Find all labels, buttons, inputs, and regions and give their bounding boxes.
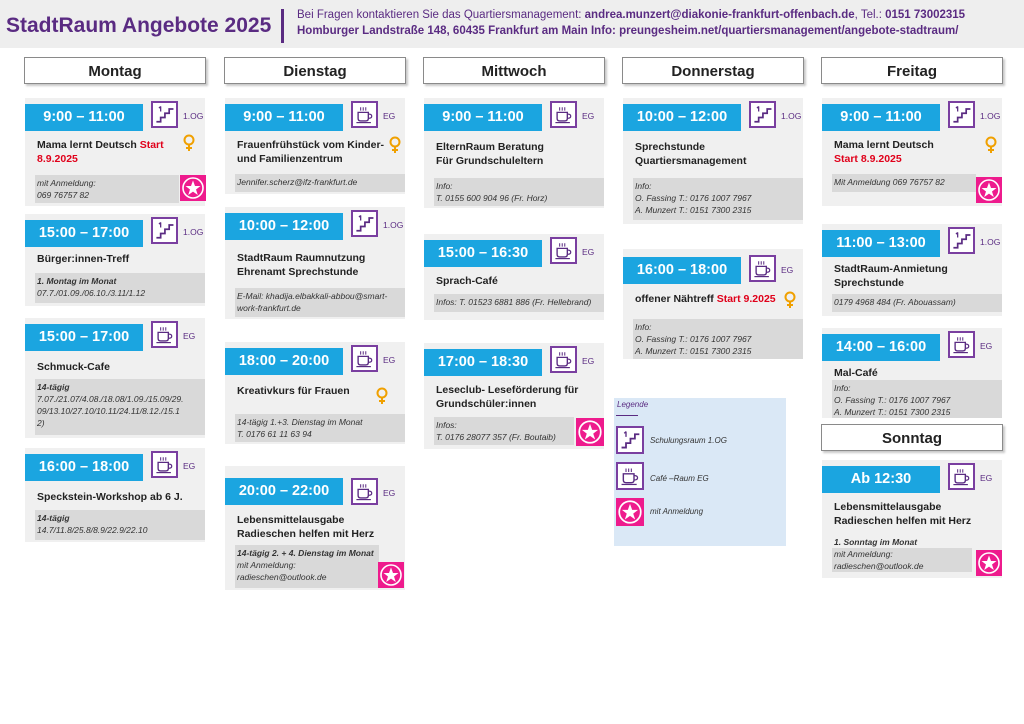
title-line: Mal-Café — [834, 367, 878, 379]
star-icon — [576, 418, 604, 446]
room-level: EG — [183, 331, 196, 341]
event-title-text: offener Nähtreff — [635, 293, 717, 305]
note-line: A. Munzert T.: 0151 7300 2315 — [834, 407, 951, 417]
page-title: StadtRaum Angebote 2025 — [6, 14, 272, 37]
event-time: 20:00 – 22:00 — [225, 478, 343, 505]
title-line: Quartiersmanagement — [635, 155, 747, 167]
room-level: 1.OG — [183, 111, 204, 121]
event-start-date: 8.9.2025 — [37, 153, 78, 165]
event-title: Schmuck-Cafe — [37, 361, 110, 373]
contact-tel: 0151 73002315 — [885, 9, 966, 21]
star-icon — [180, 175, 206, 201]
stairs-icon — [948, 227, 975, 254]
event-title — [635, 292, 795, 306]
event-note — [832, 380, 1002, 418]
room-level: EG — [383, 488, 396, 498]
note-line: Info: — [635, 322, 652, 332]
note-line: radieschen@outlook.de — [832, 560, 972, 572]
note-line: 1. Montag im Monat — [37, 276, 117, 286]
event-time: 15:00 – 17:00 — [25, 220, 143, 247]
star-icon — [616, 498, 644, 526]
note-line: Infos: — [436, 420, 457, 430]
stairs-icon — [616, 426, 644, 454]
event-time: 10:00 – 12:00 — [623, 104, 741, 131]
event-note — [832, 294, 1002, 312]
note-line: T. 0155 600 904 96 (Fr. Horz) — [436, 193, 548, 203]
note-line: Info: — [436, 181, 453, 191]
event-card-mittwoch-1[interactable] — [424, 98, 604, 208]
note-line: 14-tägig 2. + 4. Dienstag im Monat — [237, 548, 374, 558]
event-time: 16:00 – 18:00 — [25, 454, 143, 481]
event-card-sonntag-1[interactable] — [822, 460, 1002, 578]
note-line: 14-tägig — [37, 513, 70, 523]
event-card-dienstag-1[interactable] — [225, 98, 405, 194]
event-title — [237, 384, 397, 398]
title-line: StadtRaum-Anmietung — [834, 263, 948, 275]
stairs-icon — [151, 101, 178, 128]
note-line: mit Anmeldung: — [237, 560, 296, 570]
stairs-icon — [351, 210, 378, 237]
event-card-freitag-2[interactable] — [822, 224, 1002, 316]
contact-email[interactable]: andrea.munzert@diakonie-frankfurt-offenbach.de — [584, 9, 855, 21]
day-header-donnerstag: Donnerstag — [622, 57, 804, 84]
female-symbol-icon — [783, 291, 797, 309]
legend-title: Legende — [617, 400, 649, 409]
event-note — [633, 178, 803, 220]
event-time: 16:00 – 18:00 — [623, 257, 741, 284]
female-symbol-icon — [375, 387, 389, 405]
title-line: Radieschen helfen mit Herz — [834, 515, 972, 527]
event-card-donnerstag-1[interactable] — [623, 98, 803, 224]
coffee-cup-icon — [749, 255, 776, 282]
note-line: O. Fassing T.: 0176 1007 7967 — [635, 334, 752, 344]
room-level: EG — [582, 111, 595, 121]
event-card-montag-1[interactable] — [25, 98, 205, 206]
room-level: 1.OG — [980, 237, 1001, 247]
day-header-sonntag: Sonntag — [821, 424, 1003, 451]
star-icon — [378, 562, 404, 588]
note-line: T. 0176 28077 357 (Fr. Boutaib) — [436, 432, 556, 442]
event-title — [834, 366, 994, 380]
event-time: Ab 12:30 — [822, 466, 940, 493]
note-line: 0179 4968 484 (Fr. Abouassam) — [834, 297, 956, 307]
event-note — [235, 288, 405, 317]
note-line: T. 0176 61 11 63 94 — [237, 429, 312, 439]
event-title — [834, 262, 994, 290]
star-icon — [976, 177, 1002, 203]
event-title: Bürger:innen-Treff — [37, 253, 130, 265]
contact-prefix: Bei Fragen kontaktieren Sie das Quartiersmanagement: — [297, 9, 585, 21]
note-line: 1. Sonntag im Monat — [834, 537, 918, 547]
event-title — [237, 138, 397, 166]
title-line: Für Grundschuleltern — [436, 155, 544, 167]
coffee-cup-icon — [550, 237, 577, 264]
room-level: EG — [582, 356, 595, 366]
coffee-cup-icon — [351, 101, 378, 128]
event-note — [434, 417, 574, 445]
room-level: 1.OG — [980, 111, 1001, 121]
event-title — [237, 251, 397, 279]
day-header-mittwoch: Mittwoch — [423, 57, 605, 84]
note-line: mit Anmeldung: — [832, 548, 972, 560]
legend-label-schulungsraum: Schulungsraum 1.OG — [650, 436, 727, 445]
stairs-icon — [948, 101, 975, 128]
event-start-label: Start — [139, 139, 164, 151]
coffee-cup-icon — [550, 101, 577, 128]
legend — [614, 398, 786, 546]
title-line: Frauenfrühstück vom Kinder- — [237, 139, 385, 151]
room-level: EG — [980, 473, 993, 483]
star-icon — [976, 550, 1002, 576]
note-line: E-Mail: khadija.elbakkali-abbou@smart- — [237, 291, 388, 301]
title-divider — [281, 9, 284, 43]
title-line: Lebensmittelausgabe — [237, 514, 345, 526]
event-card-freitag-1[interactable] — [822, 98, 1002, 206]
event-title — [834, 500, 994, 528]
event-title — [436, 140, 596, 168]
note-line: A. Munzert T.: 0151 7300 2315 — [635, 205, 752, 215]
event-card-dienstag-4[interactable] — [225, 466, 405, 590]
event-title-text: Mama lernt Deutsch — [37, 139, 140, 151]
day-header-montag: Montag — [24, 57, 206, 84]
note-line: mit Anmeldung: — [37, 178, 96, 188]
title-line: StadtRaum Raumnutzung — [237, 252, 366, 264]
coffee-cup-icon — [351, 478, 378, 505]
event-note — [633, 319, 803, 359]
coffee-cup-icon — [351, 345, 378, 372]
event-time: 10:00 – 12:00 — [225, 213, 343, 240]
title-line: Grundschüler:innen — [436, 398, 537, 410]
note-line: 09/13.10/27.10/10.11/24.11/8.12./15.1 — [37, 406, 180, 416]
room-level: 1.OG — [383, 220, 404, 230]
title-line: Sprach-Café — [436, 275, 498, 287]
note-line: O. Fassing T.: 0176 1007 7967 — [635, 193, 752, 203]
event-card-mittwoch-3[interactable] — [424, 343, 604, 449]
event-note — [434, 178, 604, 206]
event-note — [35, 175, 179, 203]
event-title — [37, 138, 197, 166]
room-level: 1.OG — [183, 227, 204, 237]
event-note — [832, 534, 974, 576]
event-time: 15:00 – 16:30 — [424, 240, 542, 267]
stairs-icon — [749, 101, 776, 128]
title-line: Ehrenamt Sprechstunde — [237, 266, 359, 278]
event-card-donnerstag-2[interactable] — [623, 249, 803, 359]
event-title — [237, 513, 397, 541]
contact-line-1 — [297, 7, 965, 23]
note-line: 069 76757 82 — [37, 190, 89, 200]
female-symbol-icon — [984, 136, 998, 154]
event-title — [834, 138, 994, 166]
note-line: 7.07./21.07/4.08./18.08/1.09./15.09/29. — [37, 394, 184, 404]
female-symbol-icon — [182, 134, 196, 152]
event-time: 18:00 – 20:00 — [225, 348, 343, 375]
legend-label-anmeldung: mit Anmeldung — [650, 507, 704, 516]
event-card-dienstag-3[interactable] — [225, 342, 405, 444]
note-line: work-frankfurt.de — [237, 303, 301, 313]
event-time: 9:00 – 11:00 — [424, 104, 542, 131]
coffee-cup-icon — [616, 462, 644, 490]
contact-line-2 — [297, 23, 965, 39]
note-line: 14-tägig — [37, 382, 70, 392]
room-level: EG — [582, 247, 595, 257]
event-time: 9:00 – 11:00 — [25, 104, 143, 131]
event-start-label: Start 9.2025 — [716, 293, 776, 305]
event-start-label: Start 8.9.2025 — [834, 153, 902, 165]
day-header-freitag: Freitag — [821, 57, 1003, 84]
room-level: EG — [383, 111, 396, 121]
note-line: 2) — [37, 418, 45, 428]
note-line: 07.7./01.09./06.10./3.11/1.12 — [37, 288, 146, 298]
event-note — [235, 545, 379, 588]
coffee-cup-icon — [948, 463, 975, 490]
coffee-cup-icon — [550, 346, 577, 373]
event-time: 9:00 – 11:00 — [225, 104, 343, 131]
title-line: Mama lernt Deutsch — [834, 139, 934, 151]
note-line: 14.7/11.8/25.8/8.9/22.9/22.10 — [37, 525, 148, 535]
event-note — [35, 510, 205, 540]
coffee-cup-icon — [948, 331, 975, 358]
event-card-freitag-3[interactable] — [822, 328, 1002, 418]
event-note — [35, 379, 205, 435]
room-level: 1.OG — [781, 111, 802, 121]
event-time: 17:00 – 18:30 — [424, 349, 542, 376]
event-time: 14:00 – 16:00 — [822, 334, 940, 361]
room-level: EG — [781, 265, 794, 275]
event-title: Speckstein-Workshop ab 6 J. — [37, 491, 183, 503]
event-card-montag-4[interactable] — [25, 448, 205, 542]
title-line: Sprechstunde — [635, 141, 706, 153]
coffee-cup-icon — [151, 321, 178, 348]
note-line: Mit Anmeldung 069 76757 82 — [834, 177, 945, 187]
contact-info — [297, 7, 965, 39]
event-note — [434, 294, 604, 312]
event-note — [35, 273, 205, 303]
title-line: Leseclub- Leseförderung für — [436, 384, 579, 396]
title-line: Sprechstunde — [834, 277, 905, 289]
event-card-mittwoch-2[interactable] — [424, 234, 604, 320]
event-time: 15:00 – 17:00 — [25, 324, 143, 351]
event-card-montag-2[interactable] — [25, 214, 205, 306]
title-line: Kreativkurs für Frauen — [237, 385, 350, 397]
event-note — [235, 414, 405, 442]
event-time: 9:00 – 11:00 — [822, 104, 940, 131]
room-level: EG — [383, 355, 396, 365]
legend-divider — [616, 415, 638, 416]
note-line: Infos: T. 01523 6881 886 (Fr. Hellebrand) — [436, 297, 592, 307]
title-line: Radieschen helfen mit Herz — [237, 528, 375, 540]
contact-address: Homburger Landstraße 148, 60435 Frankfurt am Main Info: preungesheim.net/quartiersmanagement/angebote-stadtraum/ — [297, 25, 959, 37]
event-title — [436, 383, 596, 411]
event-note — [235, 174, 405, 192]
contact-tel-label: , Tel.: — [854, 9, 886, 21]
title-line: ElternRaum Beratung — [436, 141, 544, 153]
stairs-icon — [151, 217, 178, 244]
note-line: Jennifer.scherz@ifz-frankfurt.de — [237, 177, 358, 187]
room-level: EG — [183, 461, 196, 471]
title-line: Lebensmittelausgabe — [834, 501, 942, 513]
note-line: O. Fassing T.: 0176 1007 7967 — [834, 395, 951, 405]
legend-label-cafe: Café –Raum EG — [650, 474, 709, 483]
female-symbol-icon — [388, 136, 402, 154]
title-line: und Familienzentrum — [237, 153, 343, 165]
note-line: radieschen@outlook.de — [237, 572, 327, 582]
day-header-dienstag: Dienstag — [224, 57, 406, 84]
note-line: 14-tägig 1.+3. Dienstag im Monat — [237, 417, 363, 427]
event-title — [635, 140, 795, 168]
event-card-montag-3[interactable] — [25, 318, 205, 438]
event-note — [832, 174, 976, 192]
note-line: A. Munzert T.: 0151 7300 2315 — [635, 346, 752, 356]
note-line: Info: — [834, 383, 851, 393]
event-time: 11:00 – 13:00 — [822, 230, 940, 257]
note-line: Info: — [635, 181, 652, 191]
room-level: EG — [980, 341, 993, 351]
event-title — [436, 274, 596, 288]
coffee-cup-icon — [151, 451, 178, 478]
event-card-dienstag-2[interactable] — [225, 207, 405, 319]
